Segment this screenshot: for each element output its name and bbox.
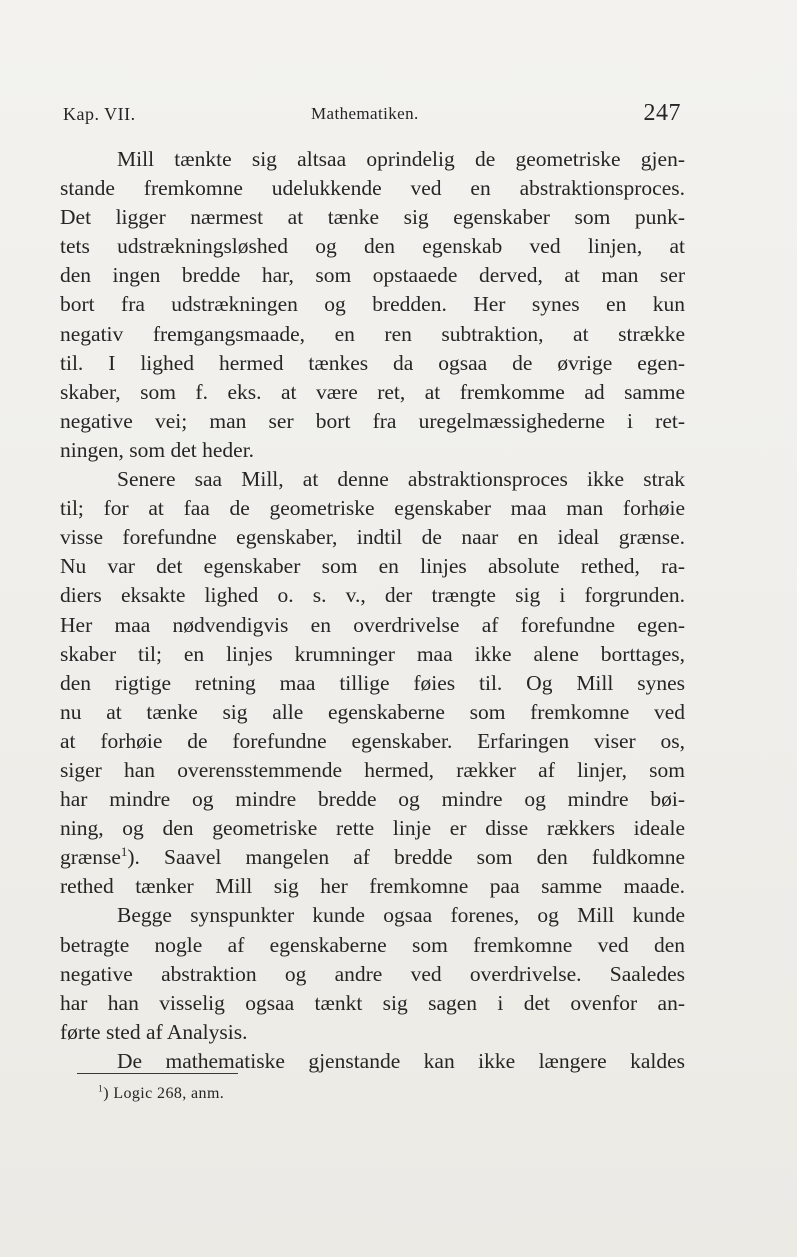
text-line: De mathematiske gjenstande kan ikke længere kaldes [117,1048,685,1073]
footnote-divider [77,1073,238,1074]
text-line: skaber, som f. eks. at være ret, at fremkomme ad samme [60,379,685,404]
footnote-reference: 1 [120,845,128,860]
text-line: Senere saa Mill, at denne abstraktionsproces ikke strak [117,467,685,492]
text-line: førte sted af Analysis. [60,1019,248,1044]
chapter-label: Kap. VII. [63,104,136,124]
text-line: stande fremkomne udelukkende ved en abstraktionsproces. [60,176,685,201]
text-line: Begge synspunkter kunde ogsaa forenes, og Mill kunde [117,903,685,928]
page-number: 247 [643,100,681,126]
text-line: tets udstrækningsløshed og den egenskab ved linjen, at [60,234,685,259]
text-line-with-footnote [60,843,685,872]
text-fragment: grænse [60,845,121,870]
text-fragment: ). Saavel mangelen af bredde som den fuldkomne [127,845,685,870]
text-line: siger han overensstemmende hermed, rækker af linjer, som [60,757,685,782]
text-line: har mindre og mindre bredde og mindre og mindre bøi- [60,787,685,812]
text-line: har han visselig ogsaa tænkt sig sagen i det ovenfor an- [60,990,685,1015]
text-line: negative abstraktion og andre ved overdrivelse. Saaledes [60,961,685,986]
text-line: negative vei; man ser bort fra uregelmæssighederne i ret- [60,408,685,433]
text-line: betragte nogle af egenskaberne som fremkomne ved den [60,932,685,957]
text-line: diers eksakte lighed o. s. v., der trængte sig i forgrunden. [60,583,685,608]
text-line: rethed tænker Mill sig her fremkomne paa samme maade. [60,874,685,899]
footnote-marker: 1 [98,1083,104,1095]
text-line: den rigtige retning maa tillige føies til. Og Mill synes [60,670,685,695]
text-line: Nu var det egenskaber som en linjes absolute rethed, ra- [60,554,685,579]
text-line: skaber til; en linjes krumninger maa ikke alene borttages, [60,641,685,666]
text-line: Her maa nødvendigvis en overdrivelse af forefundne egen- [60,612,685,637]
text-line: til; for at faa de geometriske egenskaber maa man forhøie [60,496,685,521]
text-line: Det ligger nærmest at tænke sig egenskaber som punk- [60,205,685,230]
text-line: visse forefundne egenskaber, indtil de naar en ideal grænse. [60,525,685,550]
body-text [60,145,685,1076]
text-line: nu at tænke sig alle egenskaberne som fremkomne ved [60,699,685,724]
text-line: Mill tænkte sig altsaa oprindelig de geometriske gjen- [117,147,685,171]
running-head [63,100,681,130]
text-line: til. I lighed hermed tænkes da ogsaa de øvrige egen- [60,350,685,375]
text-line: den ingen bredde har, som opstaaede derved, at man ser [60,263,685,288]
text-line: negativ fremgangsmaade, en ren subtraktion, at strække [60,321,685,346]
footnote [98,1085,224,1103]
text-line: ning, og den geometriske rette linje er disse rækkers ideale [60,816,685,841]
section-title: Mathematiken. [311,104,419,123]
text-line: at forhøie de forefundne egenskaber. Erfaringen viser os, [60,728,685,753]
footnote-text: ) Logic 268, anm. [103,1085,225,1102]
text-line: ningen, som det heder. [60,437,255,462]
text-line: bort fra udstrækningen og bredden. Her synes en kun [60,292,685,317]
